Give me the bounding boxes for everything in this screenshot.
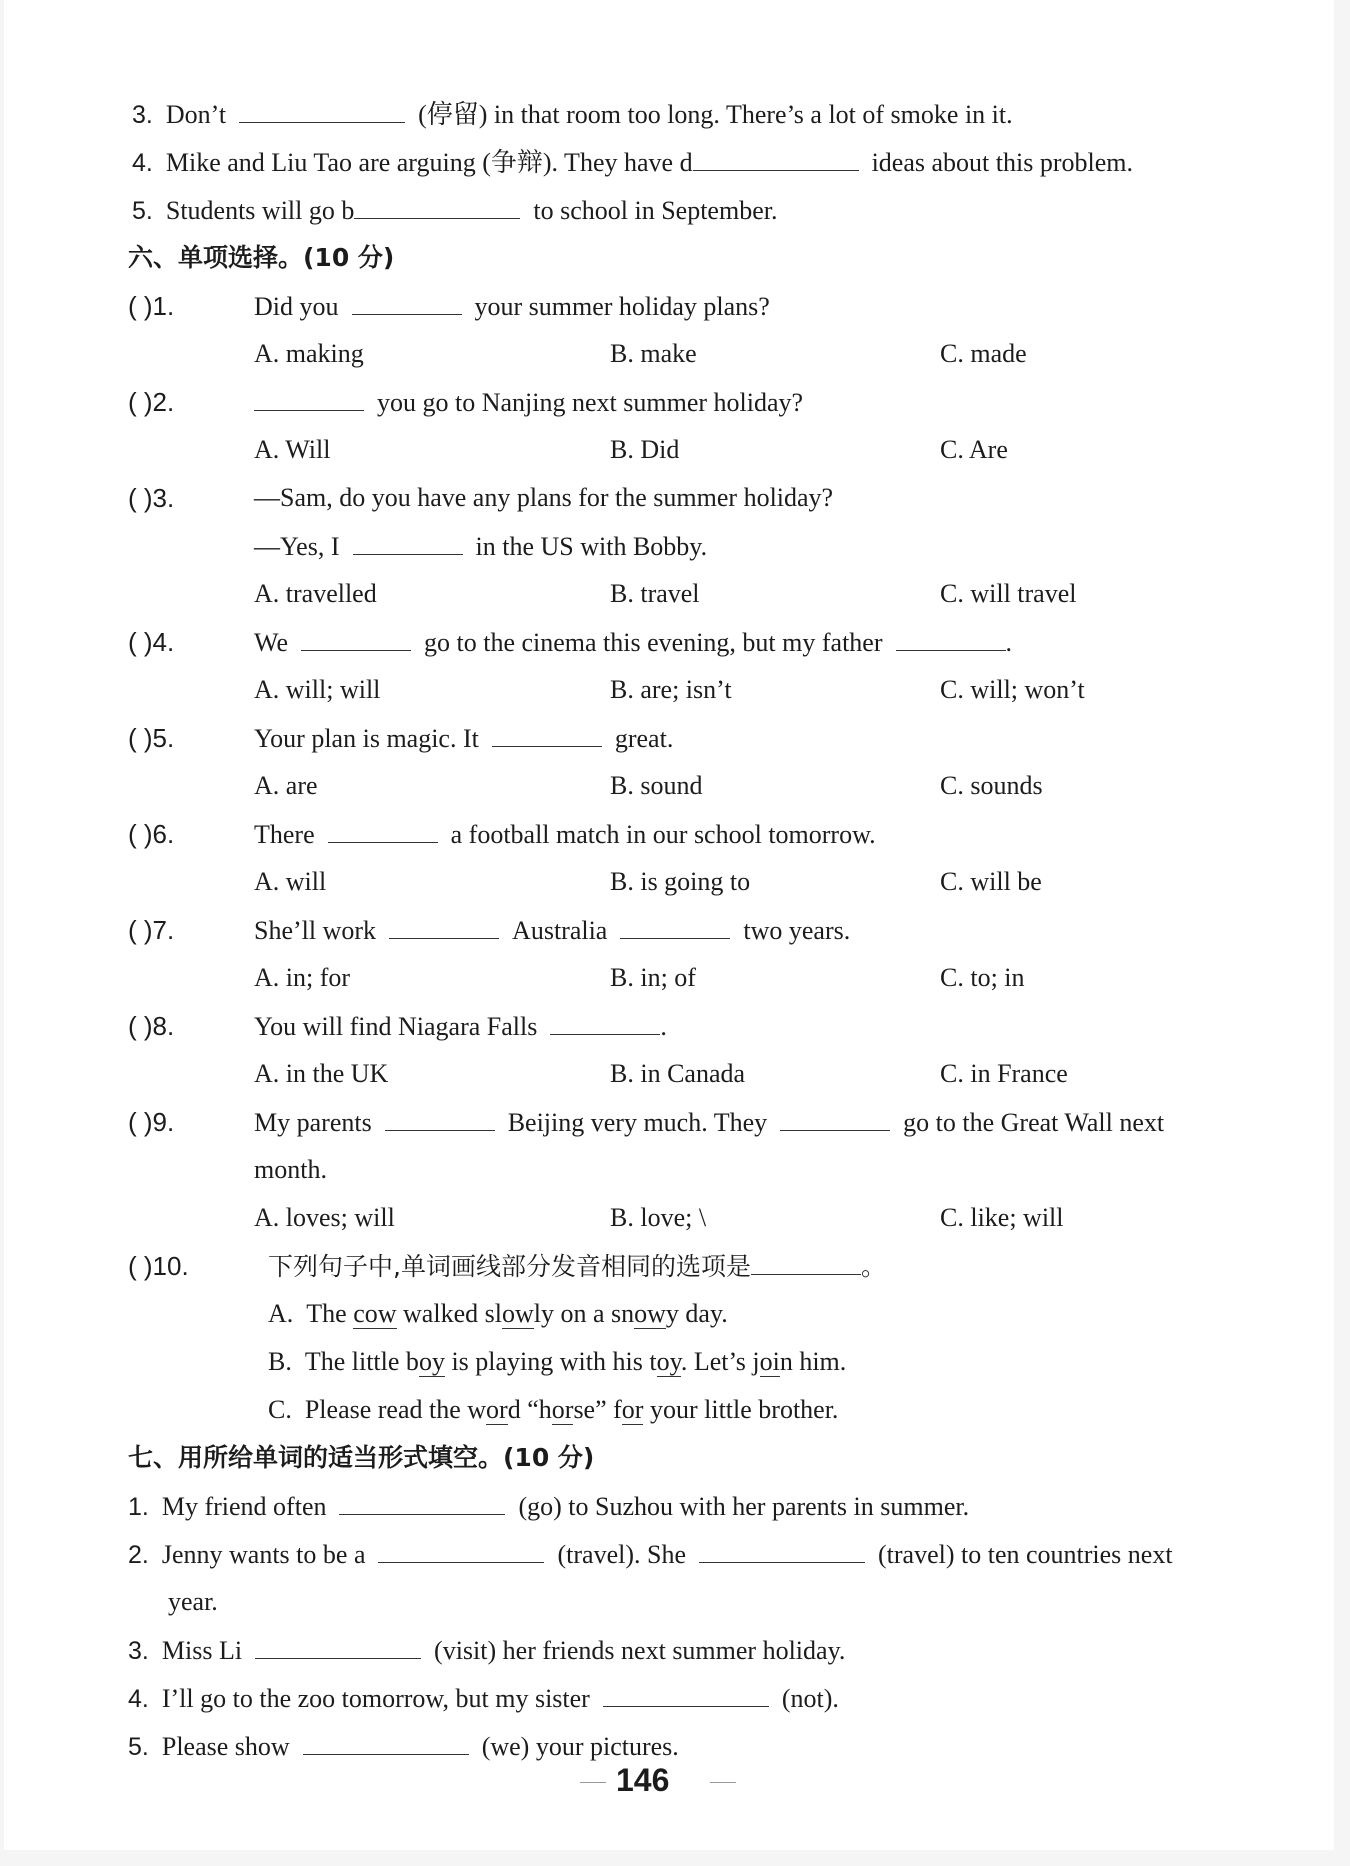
answer-paren-q9[interactable]: ( )9. (128, 1107, 175, 1137)
page-number-left-dash (580, 1782, 606, 1783)
option-a[interactable]: A. in the UK (254, 1059, 389, 1088)
question-1: Did you your summer holiday plans? (254, 292, 770, 321)
fill-item-3: 3. Miss Li (visit) her friends next summer holiday. (128, 1636, 846, 1665)
question-3-line-1: —Sam, do you have any plans for the summer holiday? (254, 483, 834, 512)
option-a[interactable]: A. in; for (254, 963, 351, 992)
answer-blank[interactable] (255, 1634, 421, 1659)
answer-paren-q8[interactable]: ( )8. (128, 1011, 175, 1041)
option-b[interactable]: B. is going to (610, 867, 751, 896)
option-a[interactable]: A. making (254, 339, 364, 368)
answer-blank[interactable] (378, 1538, 544, 1563)
answer-blank[interactable] (328, 818, 438, 843)
option-a[interactable]: A. Will (254, 435, 331, 464)
question-10: 下列句子中,单词画线部分发音相同的选项是 。 (268, 1252, 886, 1281)
option-c[interactable]: C. Are (940, 435, 1008, 464)
answer-paren-q3[interactable]: ( )3. (128, 483, 175, 513)
question-9: My parents Beijing very much. They go to the Great Wall next (254, 1108, 1165, 1137)
option-a[interactable]: A. travelled (254, 579, 377, 608)
page-number: 146 (616, 1762, 670, 1798)
option-c[interactable]: C. to; in (940, 963, 1025, 992)
answer-blank[interactable] (301, 626, 411, 651)
option-a[interactable]: A. The cow walked slowly on a snowy day. (268, 1299, 728, 1328)
question-4: We go to the cinema this evening, but my father . (254, 628, 1012, 657)
answer-blank[interactable] (352, 290, 462, 315)
section-7-title: 七、用所给单词的适当形式填空。(10 分) (128, 1443, 595, 1472)
fill-item-4: 4. I’ll go to the zoo tomorrow, but my sister (not). (128, 1684, 839, 1713)
answer-blank[interactable] (751, 1250, 861, 1275)
option-c[interactable]: C. like; will (940, 1203, 1064, 1232)
answer-blank[interactable] (603, 1682, 769, 1707)
option-c[interactable]: C. will travel (940, 579, 1077, 608)
option-c[interactable]: C. in France (940, 1059, 1068, 1088)
answer-blank[interactable] (896, 626, 1006, 651)
answer-blank[interactable] (492, 722, 602, 747)
answer-blank[interactable] (699, 1538, 865, 1563)
option-b[interactable]: B. love; \ (610, 1203, 707, 1232)
page-number-right-dash (710, 1782, 736, 1783)
answer-blank[interactable] (353, 530, 463, 555)
answer-blank[interactable] (339, 1490, 505, 1515)
fill-item-3: 3. Don’t (停留) in that room too long. There’s a lot of smoke in it. (132, 100, 1013, 129)
option-c[interactable]: C. Please read the word “horse” for your little brother. (268, 1395, 839, 1424)
option-c[interactable]: C. sounds (940, 771, 1043, 800)
question-7: She’ll work Australia two years. (254, 916, 851, 945)
option-b[interactable]: B. make (610, 339, 697, 368)
answer-blank[interactable] (303, 1730, 469, 1755)
worksheet-page (4, 0, 1334, 1850)
question-8: You will find Niagara Falls . (254, 1012, 667, 1041)
answer-blank[interactable] (550, 1010, 660, 1035)
option-b[interactable]: B. sound (610, 771, 703, 800)
section-6-title: 六、单项选择。(10 分) (128, 243, 395, 272)
answer-paren-q5[interactable]: ( )5. (128, 723, 175, 753)
answer-paren-q10[interactable]: ( )10. (128, 1251, 189, 1281)
option-b[interactable]: B. Did (610, 435, 680, 464)
answer-blank[interactable] (239, 98, 405, 123)
answer-blank[interactable] (389, 914, 499, 939)
answer-paren-q7[interactable]: ( )7. (128, 915, 175, 945)
option-b[interactable]: B. are; isn’t (610, 675, 732, 704)
answer-paren-q4[interactable]: ( )4. (128, 627, 175, 657)
option-b[interactable]: B. travel (610, 579, 700, 608)
question-9-line-2: month. (254, 1155, 327, 1184)
option-a[interactable]: A. will; will (254, 675, 381, 704)
answer-blank[interactable] (354, 194, 520, 219)
answer-blank[interactable] (254, 386, 364, 411)
answer-blank[interactable] (385, 1106, 495, 1131)
answer-paren-q1[interactable]: ( )1. (128, 291, 175, 321)
fill-item-5: 5. Please show (we) your pictures. (128, 1732, 679, 1761)
option-c[interactable]: C. made (940, 339, 1027, 368)
answer-blank[interactable] (693, 146, 859, 171)
option-b[interactable]: B. The little boy is playing with his toy. Let’s join him. (268, 1347, 847, 1376)
fill-item-2-line-2: year. (168, 1587, 218, 1616)
fill-item-2: 2. Jenny wants to be a (travel). She (travel) to ten countries next (128, 1540, 1173, 1569)
option-a[interactable]: A. will (254, 867, 327, 896)
question-6: There a football match in our school tomorrow. (254, 820, 876, 849)
question-5: Your plan is magic. It great. (254, 724, 674, 753)
answer-paren-q2[interactable]: ( )2. (128, 387, 175, 417)
answer-paren-q6[interactable]: ( )6. (128, 819, 175, 849)
answer-blank[interactable] (620, 914, 730, 939)
option-c[interactable]: C. will be (940, 867, 1042, 896)
option-b[interactable]: B. in Canada (610, 1059, 746, 1088)
fill-item-5: 5. Students will go b to school in September. (132, 196, 778, 225)
question-2: you go to Nanjing next summer holiday? (254, 386, 803, 419)
option-c[interactable]: C. will; won’t (940, 675, 1085, 704)
answer-blank[interactable] (780, 1106, 890, 1131)
fill-item-1: 1. My friend often (go) to Suzhou with her parents in summer. (128, 1492, 970, 1521)
question-3-line-2: —Yes, I in the US with Bobby. (254, 532, 708, 561)
option-a[interactable]: A. loves; will (254, 1203, 395, 1232)
option-a[interactable]: A. are (254, 771, 318, 800)
fill-item-4: 4. Mike and Liu Tao are arguing (争辩). They have d ideas about this problem. (132, 148, 1133, 177)
option-b[interactable]: B. in; of (610, 963, 696, 992)
